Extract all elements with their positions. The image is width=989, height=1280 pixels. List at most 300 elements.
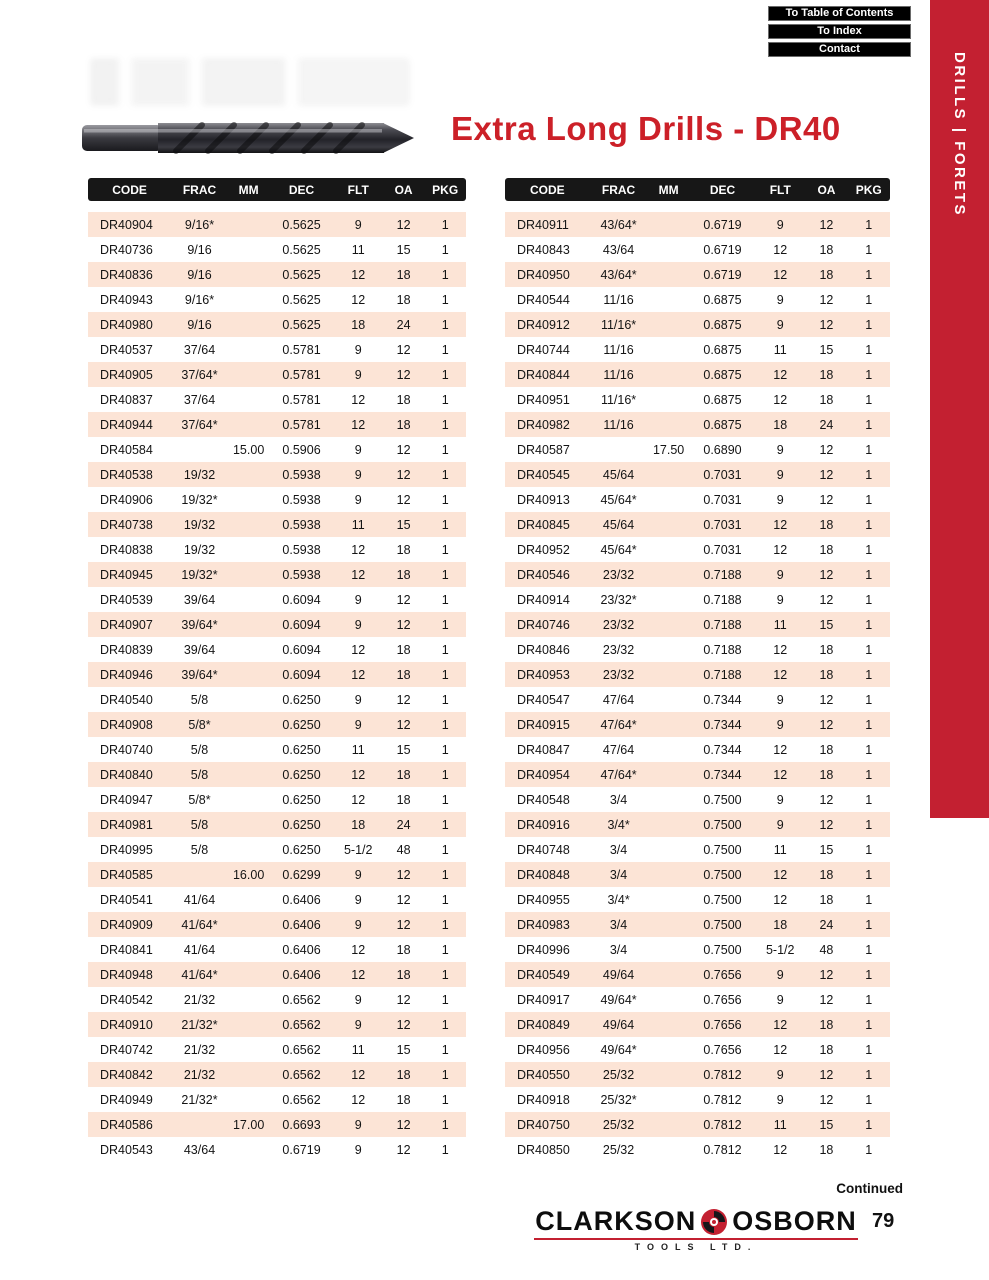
section-edge-tab-label: DRILLS | FORETS (951, 52, 968, 218)
column-header-flt: FLT (769, 182, 791, 197)
cell-frac: 5/8 (190, 842, 209, 857)
cell-code: DR40952 (517, 542, 570, 557)
table-row (88, 1112, 466, 1137)
table-header-row (88, 178, 466, 201)
cell-pkg: 1 (441, 792, 449, 807)
cell-code: DR40908 (100, 717, 153, 732)
cell-dec: 0.7188 (703, 667, 742, 682)
cell-frac: 11/16 (603, 292, 634, 307)
table-row (505, 887, 890, 912)
cell-dec: 0.7344 (703, 742, 742, 757)
cell-dec: 0.7344 (703, 767, 742, 782)
table-row (88, 812, 466, 837)
cell-oa: 18 (819, 642, 834, 657)
table-row (88, 787, 466, 812)
cell-flt: 9 (354, 692, 362, 707)
cell-frac: 37/64* (181, 367, 218, 382)
cell-pkg: 1 (441, 492, 449, 507)
table-row (505, 437, 890, 462)
cell-code: DR40843 (517, 242, 570, 257)
cell-oa: 12 (819, 442, 834, 457)
cell-oa: 24 (396, 317, 411, 332)
table-row (88, 862, 466, 887)
table-row (88, 987, 466, 1012)
cell-dec: 0.6890 (703, 442, 742, 457)
table-row (505, 1087, 890, 1112)
cell-code: DR40905 (100, 367, 153, 382)
cell-code: DR40951 (517, 392, 570, 407)
cell-mm: 15.00 (232, 442, 265, 457)
cell-dec: 0.5781 (282, 342, 321, 357)
cell-pkg: 1 (441, 542, 449, 557)
cell-pkg: 1 (441, 867, 449, 882)
cell-oa: 12 (396, 917, 411, 932)
cell-flt: 9 (776, 317, 784, 332)
cell-oa: 12 (819, 292, 834, 307)
cell-frac: 3/4 (609, 942, 628, 957)
cell-flt: 9 (354, 592, 362, 607)
to-index-button[interactable]: To Index (768, 24, 911, 39)
column-header-oa: OA (394, 182, 413, 197)
cell-oa: 12 (819, 217, 834, 232)
cell-flt: 9 (776, 817, 784, 832)
cell-code: DR40954 (517, 767, 570, 782)
cell-frac: 47/64* (600, 767, 637, 782)
cell-flt: 12 (773, 542, 788, 557)
cell-oa: 18 (396, 642, 411, 657)
cell-oa: 18 (819, 767, 834, 782)
cell-pkg: 1 (441, 1117, 449, 1132)
drill-bit-illustration (80, 110, 416, 166)
table-row (505, 512, 890, 537)
table-row (505, 412, 890, 437)
cell-flt: 9 (354, 217, 362, 232)
cell-flt: 5-1/2 (765, 942, 795, 957)
table-body (505, 212, 890, 1162)
cell-frac: 3/4* (607, 892, 630, 907)
cell-pkg: 1 (441, 742, 449, 757)
table-row (505, 612, 890, 637)
cell-code: DR40948 (100, 967, 153, 982)
cell-frac: 3/4 (609, 867, 628, 882)
cell-dec: 0.6875 (703, 342, 742, 357)
cell-dec: 0.7500 (703, 817, 742, 832)
cell-frac: 45/64 (602, 517, 635, 532)
cell-oa: 18 (819, 667, 834, 682)
cell-code: DR40742 (100, 1042, 153, 1057)
table-row (88, 687, 466, 712)
cell-frac: 43/64 (183, 1142, 216, 1157)
cell-code: DR40956 (517, 1042, 570, 1057)
cell-dec: 0.6693 (282, 1117, 321, 1132)
cell-pkg: 1 (865, 217, 873, 232)
cell-oa: 12 (396, 1017, 411, 1032)
cell-dec: 0.5938 (282, 517, 321, 532)
cell-dec: 0.7188 (703, 617, 742, 632)
cell-dec: 0.7031 (703, 542, 742, 557)
to-table-of-contents-button[interactable]: To Table of Contents (768, 6, 911, 21)
cell-flt: 9 (776, 492, 784, 507)
cell-frac: 23/32 (602, 642, 635, 657)
cell-flt: 9 (776, 442, 784, 457)
cell-oa: 12 (396, 442, 411, 457)
cell-pkg: 1 (865, 242, 873, 257)
cell-frac: 5/8 (190, 692, 209, 707)
cell-code: DR40839 (100, 642, 153, 657)
cell-flt: 12 (351, 767, 366, 782)
cell-oa: 18 (819, 517, 834, 532)
cell-frac: 25/32 (602, 1117, 635, 1132)
cell-frac: 49/64 (602, 967, 635, 982)
cell-dec: 0.7344 (703, 692, 742, 707)
cell-frac: 11/16 (603, 367, 634, 382)
column-header-code: CODE (530, 182, 565, 197)
cell-oa: 15 (396, 742, 411, 757)
table-row (88, 1062, 466, 1087)
cell-frac: 21/32 (183, 992, 216, 1007)
cell-frac: 19/32 (183, 542, 216, 557)
table-row (88, 662, 466, 687)
cell-oa: 12 (396, 867, 411, 882)
cell-code: DR40838 (100, 542, 153, 557)
cell-code: DR40943 (100, 292, 153, 307)
cell-oa: 18 (819, 392, 834, 407)
cell-code: DR40912 (517, 317, 570, 332)
cell-flt: 9 (354, 617, 362, 632)
page-number: 79 (872, 1210, 895, 1232)
column-header-code: CODE (112, 182, 147, 197)
cell-frac: 25/32* (600, 1092, 637, 1107)
cell-dec: 0.6406 (282, 967, 321, 982)
cell-pkg: 1 (441, 692, 449, 707)
cell-frac: 11/16* (600, 392, 637, 407)
cell-code: DR40850 (517, 1142, 570, 1157)
cell-pkg: 1 (865, 492, 873, 507)
cell-code: DR40904 (100, 217, 153, 232)
cell-flt: 12 (773, 667, 788, 682)
cell-frac: 9/16 (187, 267, 212, 282)
table-row (505, 237, 890, 262)
cell-frac: 41/64 (183, 892, 216, 907)
cell-code: DR40738 (100, 517, 153, 532)
cell-code: DR40847 (517, 742, 570, 757)
cell-oa: 12 (819, 1092, 834, 1107)
cell-dec: 0.7656 (703, 992, 742, 1007)
cell-pkg: 1 (441, 567, 449, 582)
cell-oa: 12 (819, 467, 834, 482)
table-row (88, 337, 466, 362)
cell-flt: 9 (354, 1117, 362, 1132)
cell-oa: 18 (396, 792, 411, 807)
cell-code: DR40982 (517, 417, 570, 432)
cell-pkg: 1 (865, 792, 873, 807)
cell-dec: 0.6562 (282, 992, 321, 1007)
table-row (505, 762, 890, 787)
cell-pkg: 1 (441, 1067, 449, 1082)
column-header-dec: DEC (709, 182, 736, 197)
column-header-frac: FRAC (182, 182, 217, 197)
cell-oa: 18 (819, 1017, 834, 1032)
cell-oa: 18 (819, 742, 834, 757)
table-row (505, 787, 890, 812)
page-title: Extra Long Drills - DR40 (451, 110, 841, 147)
cell-dec: 0.5938 (282, 467, 321, 482)
cell-oa: 18 (396, 542, 411, 557)
cell-flt: 12 (773, 742, 788, 757)
cell-flt: 12 (773, 1142, 788, 1157)
cell-dec: 0.6406 (282, 942, 321, 957)
cell-dec: 0.6094 (282, 642, 321, 657)
cell-frac: 25/32 (602, 1142, 635, 1157)
cell-code: DR40983 (517, 917, 570, 932)
cell-frac: 9/16* (184, 217, 215, 232)
cell-flt: 12 (351, 642, 366, 657)
cell-frac: 47/64 (602, 742, 635, 757)
table-row (88, 212, 466, 237)
cell-dec: 0.6250 (282, 692, 321, 707)
cell-oa: 12 (396, 1142, 411, 1157)
cell-frac: 37/64 (183, 342, 216, 357)
cell-code: DR40746 (517, 617, 570, 632)
cell-dec: 0.7500 (703, 842, 742, 857)
cell-flt: 11 (351, 742, 365, 757)
cell-code: DR40585 (100, 867, 153, 882)
table-row (505, 937, 890, 962)
table-row (88, 1137, 466, 1162)
cell-flt: 12 (351, 267, 366, 282)
cell-pkg: 1 (865, 342, 873, 357)
cell-flt: 12 (351, 1067, 366, 1082)
cell-oa: 48 (396, 842, 411, 857)
cell-code: DR40545 (517, 467, 570, 482)
cell-code: DR40837 (100, 392, 153, 407)
cell-oa: 18 (396, 667, 411, 682)
cell-oa: 12 (819, 992, 834, 1007)
cell-frac: 23/32 (602, 667, 635, 682)
cell-dec: 0.6250 (282, 817, 321, 832)
cell-pkg: 1 (441, 667, 449, 682)
cell-code: DR40955 (517, 892, 570, 907)
cell-code: DR40918 (517, 1092, 570, 1107)
cell-dec: 0.7031 (703, 517, 742, 532)
cell-dec: 0.6875 (703, 317, 742, 332)
cell-dec: 0.5625 (282, 267, 321, 282)
table-row (505, 487, 890, 512)
cell-pkg: 1 (441, 992, 449, 1007)
contact-button[interactable]: Contact (768, 42, 911, 57)
table-row (505, 687, 890, 712)
cell-code: DR40748 (517, 842, 570, 857)
cell-code: DR40996 (517, 942, 570, 957)
cell-flt: 12 (773, 892, 788, 907)
cell-oa: 18 (396, 267, 411, 282)
cell-dec: 0.6094 (282, 667, 321, 682)
drill-bit-photo (80, 58, 420, 166)
cell-code: DR40945 (100, 567, 153, 582)
cell-frac: 5/8* (188, 717, 211, 732)
cell-pkg: 1 (441, 367, 449, 382)
cell-dec: 0.7344 (703, 717, 742, 732)
cell-code: DR40541 (100, 892, 153, 907)
cell-oa: 12 (396, 217, 411, 232)
cell-oa: 12 (396, 492, 411, 507)
cell-code: DR40844 (517, 367, 570, 382)
table-header-row (505, 178, 890, 201)
cell-frac: 45/64* (600, 492, 637, 507)
cell-frac: 21/32 (183, 1042, 216, 1057)
cell-pkg: 1 (441, 1017, 449, 1032)
cell-code: DR40550 (517, 1067, 570, 1082)
cell-dec: 0.6250 (282, 742, 321, 757)
cell-frac: 23/32* (600, 592, 637, 607)
table-row (505, 212, 890, 237)
cell-frac: 39/64* (181, 667, 218, 682)
cell-code: DR40836 (100, 267, 153, 282)
cell-oa: 12 (819, 817, 834, 832)
cell-dec: 0.7656 (703, 1042, 742, 1057)
cell-oa: 12 (819, 692, 834, 707)
table-row (88, 487, 466, 512)
cell-oa: 18 (396, 967, 411, 982)
photo-background-watermark (90, 58, 410, 106)
cell-dec: 0.7500 (703, 917, 742, 932)
cell-dec: 0.7031 (703, 467, 742, 482)
cell-dec: 0.6299 (282, 867, 321, 882)
cell-oa: 18 (819, 867, 834, 882)
cell-code: DR40917 (517, 992, 570, 1007)
cell-dec: 0.5625 (282, 292, 321, 307)
cell-pkg: 1 (441, 292, 449, 307)
cell-pkg: 1 (865, 1067, 873, 1082)
cell-oa: 18 (819, 1142, 834, 1157)
cell-oa: 12 (819, 317, 834, 332)
cell-frac: 45/64* (600, 542, 637, 557)
cell-pkg: 1 (865, 842, 873, 857)
cell-pkg: 1 (441, 442, 449, 457)
cell-code: DR40540 (100, 692, 153, 707)
cell-code: DR40544 (517, 292, 570, 307)
cell-oa: 12 (819, 967, 834, 982)
table-row (505, 387, 890, 412)
cell-code: DR40543 (100, 1142, 153, 1157)
cell-code: DR40842 (100, 1067, 153, 1082)
cell-pkg: 1 (441, 467, 449, 482)
column-header-oa: OA (817, 182, 836, 197)
cell-pkg: 1 (441, 842, 449, 857)
cell-code: DR40980 (100, 317, 153, 332)
table-row (88, 537, 466, 562)
cell-flt: 9 (354, 917, 362, 932)
table-row (88, 912, 466, 937)
table-row (88, 287, 466, 312)
column-header-mm: MM (238, 182, 259, 197)
cell-dec: 0.6562 (282, 1092, 321, 1107)
cell-oa: 12 (819, 1067, 834, 1082)
table-row (505, 537, 890, 562)
cell-pkg: 1 (865, 542, 873, 557)
cell-dec: 0.6094 (282, 617, 321, 632)
cell-dec: 0.5906 (282, 442, 321, 457)
cell-oa: 18 (396, 417, 411, 432)
pdf-nav-buttons (768, 6, 911, 57)
cell-pkg: 1 (441, 1142, 449, 1157)
table-row (505, 662, 890, 687)
cell-code: DR40981 (100, 817, 153, 832)
cell-code: DR40846 (517, 642, 570, 657)
cell-pkg: 1 (865, 592, 873, 607)
cell-code: DR40841 (100, 942, 153, 957)
cell-flt: 12 (773, 517, 788, 532)
cell-flt: 9 (354, 892, 362, 907)
cell-oa: 18 (396, 1092, 411, 1107)
drill-table-right (505, 178, 890, 1162)
cell-dec: 0.6250 (282, 767, 321, 782)
cell-flt: 11 (351, 242, 365, 257)
cell-frac: 5/8* (188, 792, 211, 807)
cell-code: DR40907 (100, 617, 153, 632)
cell-dec: 0.7656 (703, 967, 742, 982)
cell-flt: 9 (354, 717, 362, 732)
brand-subtitle: TOOLS LTD. (634, 1242, 758, 1252)
cell-dec: 0.6875 (703, 367, 742, 382)
cell-dec: 0.6250 (282, 842, 321, 857)
cell-dec: 0.5625 (282, 317, 321, 332)
cell-pkg: 1 (865, 567, 873, 582)
cell-frac: 41/64 (183, 942, 216, 957)
cell-flt: 9 (776, 292, 784, 307)
cell-pkg: 1 (441, 317, 449, 332)
cell-code: DR40949 (100, 1092, 153, 1107)
table-row (88, 1087, 466, 1112)
cell-oa: 12 (396, 892, 411, 907)
table-row (505, 637, 890, 662)
cell-pkg: 1 (865, 767, 873, 782)
cell-oa: 15 (819, 342, 834, 357)
cell-pkg: 1 (865, 1042, 873, 1057)
cell-flt: 12 (351, 792, 366, 807)
cell-flt: 11 (773, 842, 787, 857)
cell-pkg: 1 (865, 617, 873, 632)
cell-oa: 18 (819, 242, 834, 257)
cell-frac: 39/64 (183, 592, 216, 607)
cell-dec: 0.5938 (282, 567, 321, 582)
table-row (505, 587, 890, 612)
cell-dec: 0.6875 (703, 292, 742, 307)
table-row (88, 412, 466, 437)
drill-table-left (88, 178, 466, 1162)
cell-code: DR40537 (100, 342, 153, 357)
column-header-frac: FRAC (601, 182, 636, 197)
cell-pkg: 1 (865, 942, 873, 957)
cell-flt: 9 (776, 592, 784, 607)
cell-code: DR40910 (100, 1017, 153, 1032)
table-row (88, 1037, 466, 1062)
cell-flt: 9 (776, 692, 784, 707)
cell-frac: 3/4* (607, 817, 630, 832)
table-row (88, 737, 466, 762)
company-logo (528, 1206, 864, 1252)
cell-dec: 0.7812 (703, 1142, 742, 1157)
cell-dec: 0.7188 (703, 567, 742, 582)
cell-code: DR40953 (517, 667, 570, 682)
column-header-mm: MM (658, 182, 679, 197)
table-row (505, 1012, 890, 1037)
cell-code: DR40538 (100, 467, 153, 482)
table-row (505, 712, 890, 737)
table-row (88, 887, 466, 912)
cell-pkg: 1 (441, 767, 449, 782)
column-header-dec: DEC (288, 182, 315, 197)
